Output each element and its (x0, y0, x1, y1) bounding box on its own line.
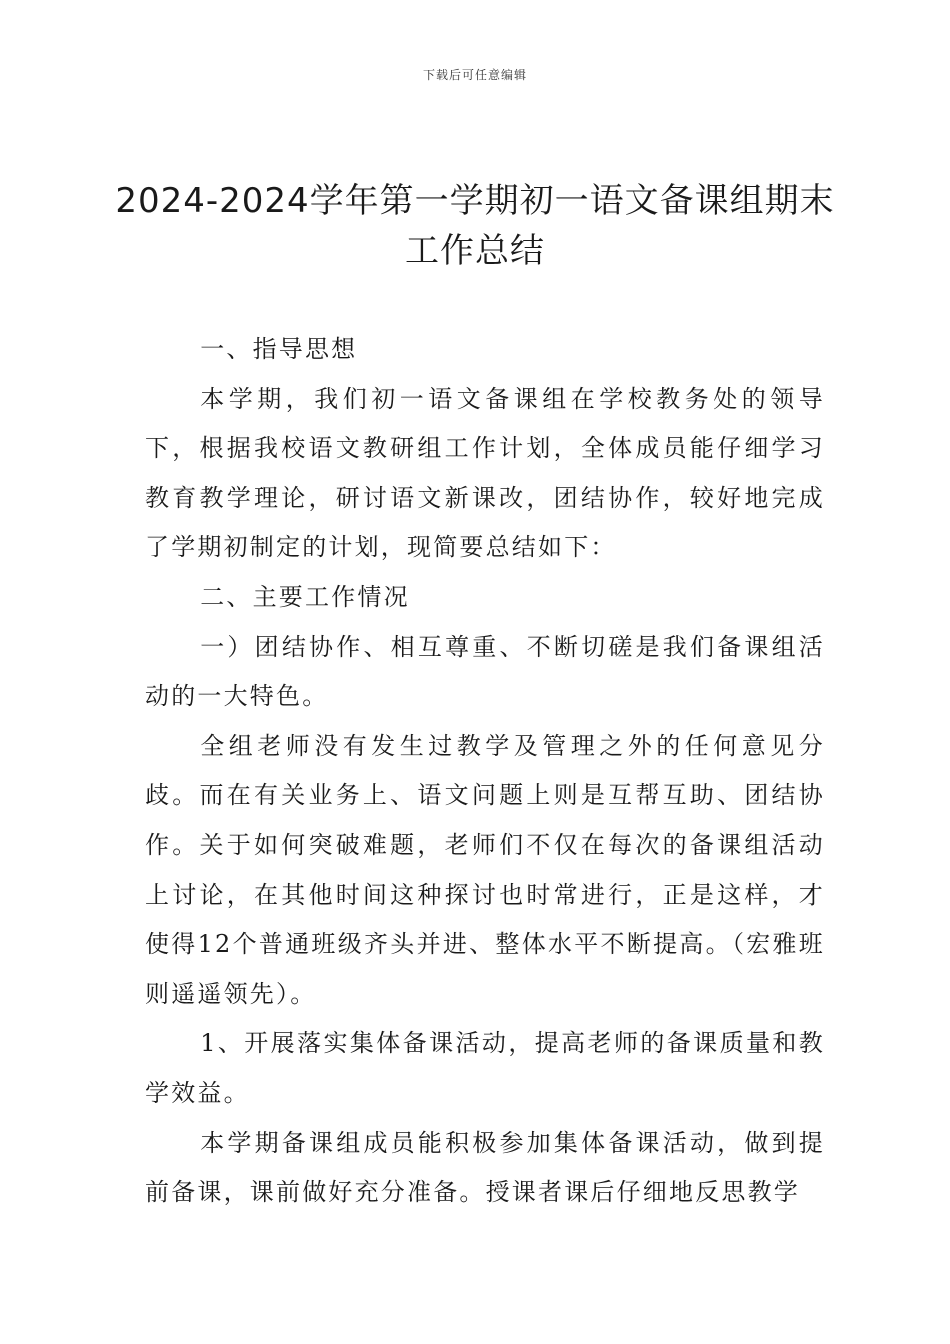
paragraph-collective-prep-heading: 1、开展落实集体备课活动，提高老师的备课质量和教学效益。 (145, 1029, 825, 1107)
paragraph-teachers: 全组老师没有发生过教学及管理之外的任何意见分歧。而在有关业务上、语文问题上则是互帮互助、团结协作。关于如何突破难题，老师们不仅在每次的备课组活动上讨论，在其他时间这种探讨也时常进行，正是这样，才使得12个普通班级齐头并进、整体水平不断提高。（宏雅班则遥遥领先）。 (145, 731, 825, 1008)
section-heading-main-work: 二、主要工作情况 (200, 582, 410, 611)
paragraph-unity: 一）团结协作、相互尊重、不断切磋是我们备课组活动的一大特色。 (145, 632, 825, 711)
document-body (145, 325, 825, 1218)
header-note: 下载后可任意编辑 (422, 68, 527, 82)
paragraph-intro: 本学期，我们初一语文备课组在学校教务处的领导下，根据我校语文教研组工作计划，全体成员能仔细学习教育教学理论，研讨语文新课改，团结协作，较好地完成了学期初制定的计划，现简要总结如下： (145, 384, 825, 562)
document-title: 2024-2024学年第一学期初一语文备课组期末工作总结 (115, 181, 835, 271)
section-heading-guiding-ideology: 一、指导思想 (200, 335, 358, 363)
paragraph-collective-prep: 本学期备课组成员能积极参加集体备课活动，做到提前备课，课前做好充分准备。授课者课后仔细地反思教学 (145, 1128, 825, 1207)
